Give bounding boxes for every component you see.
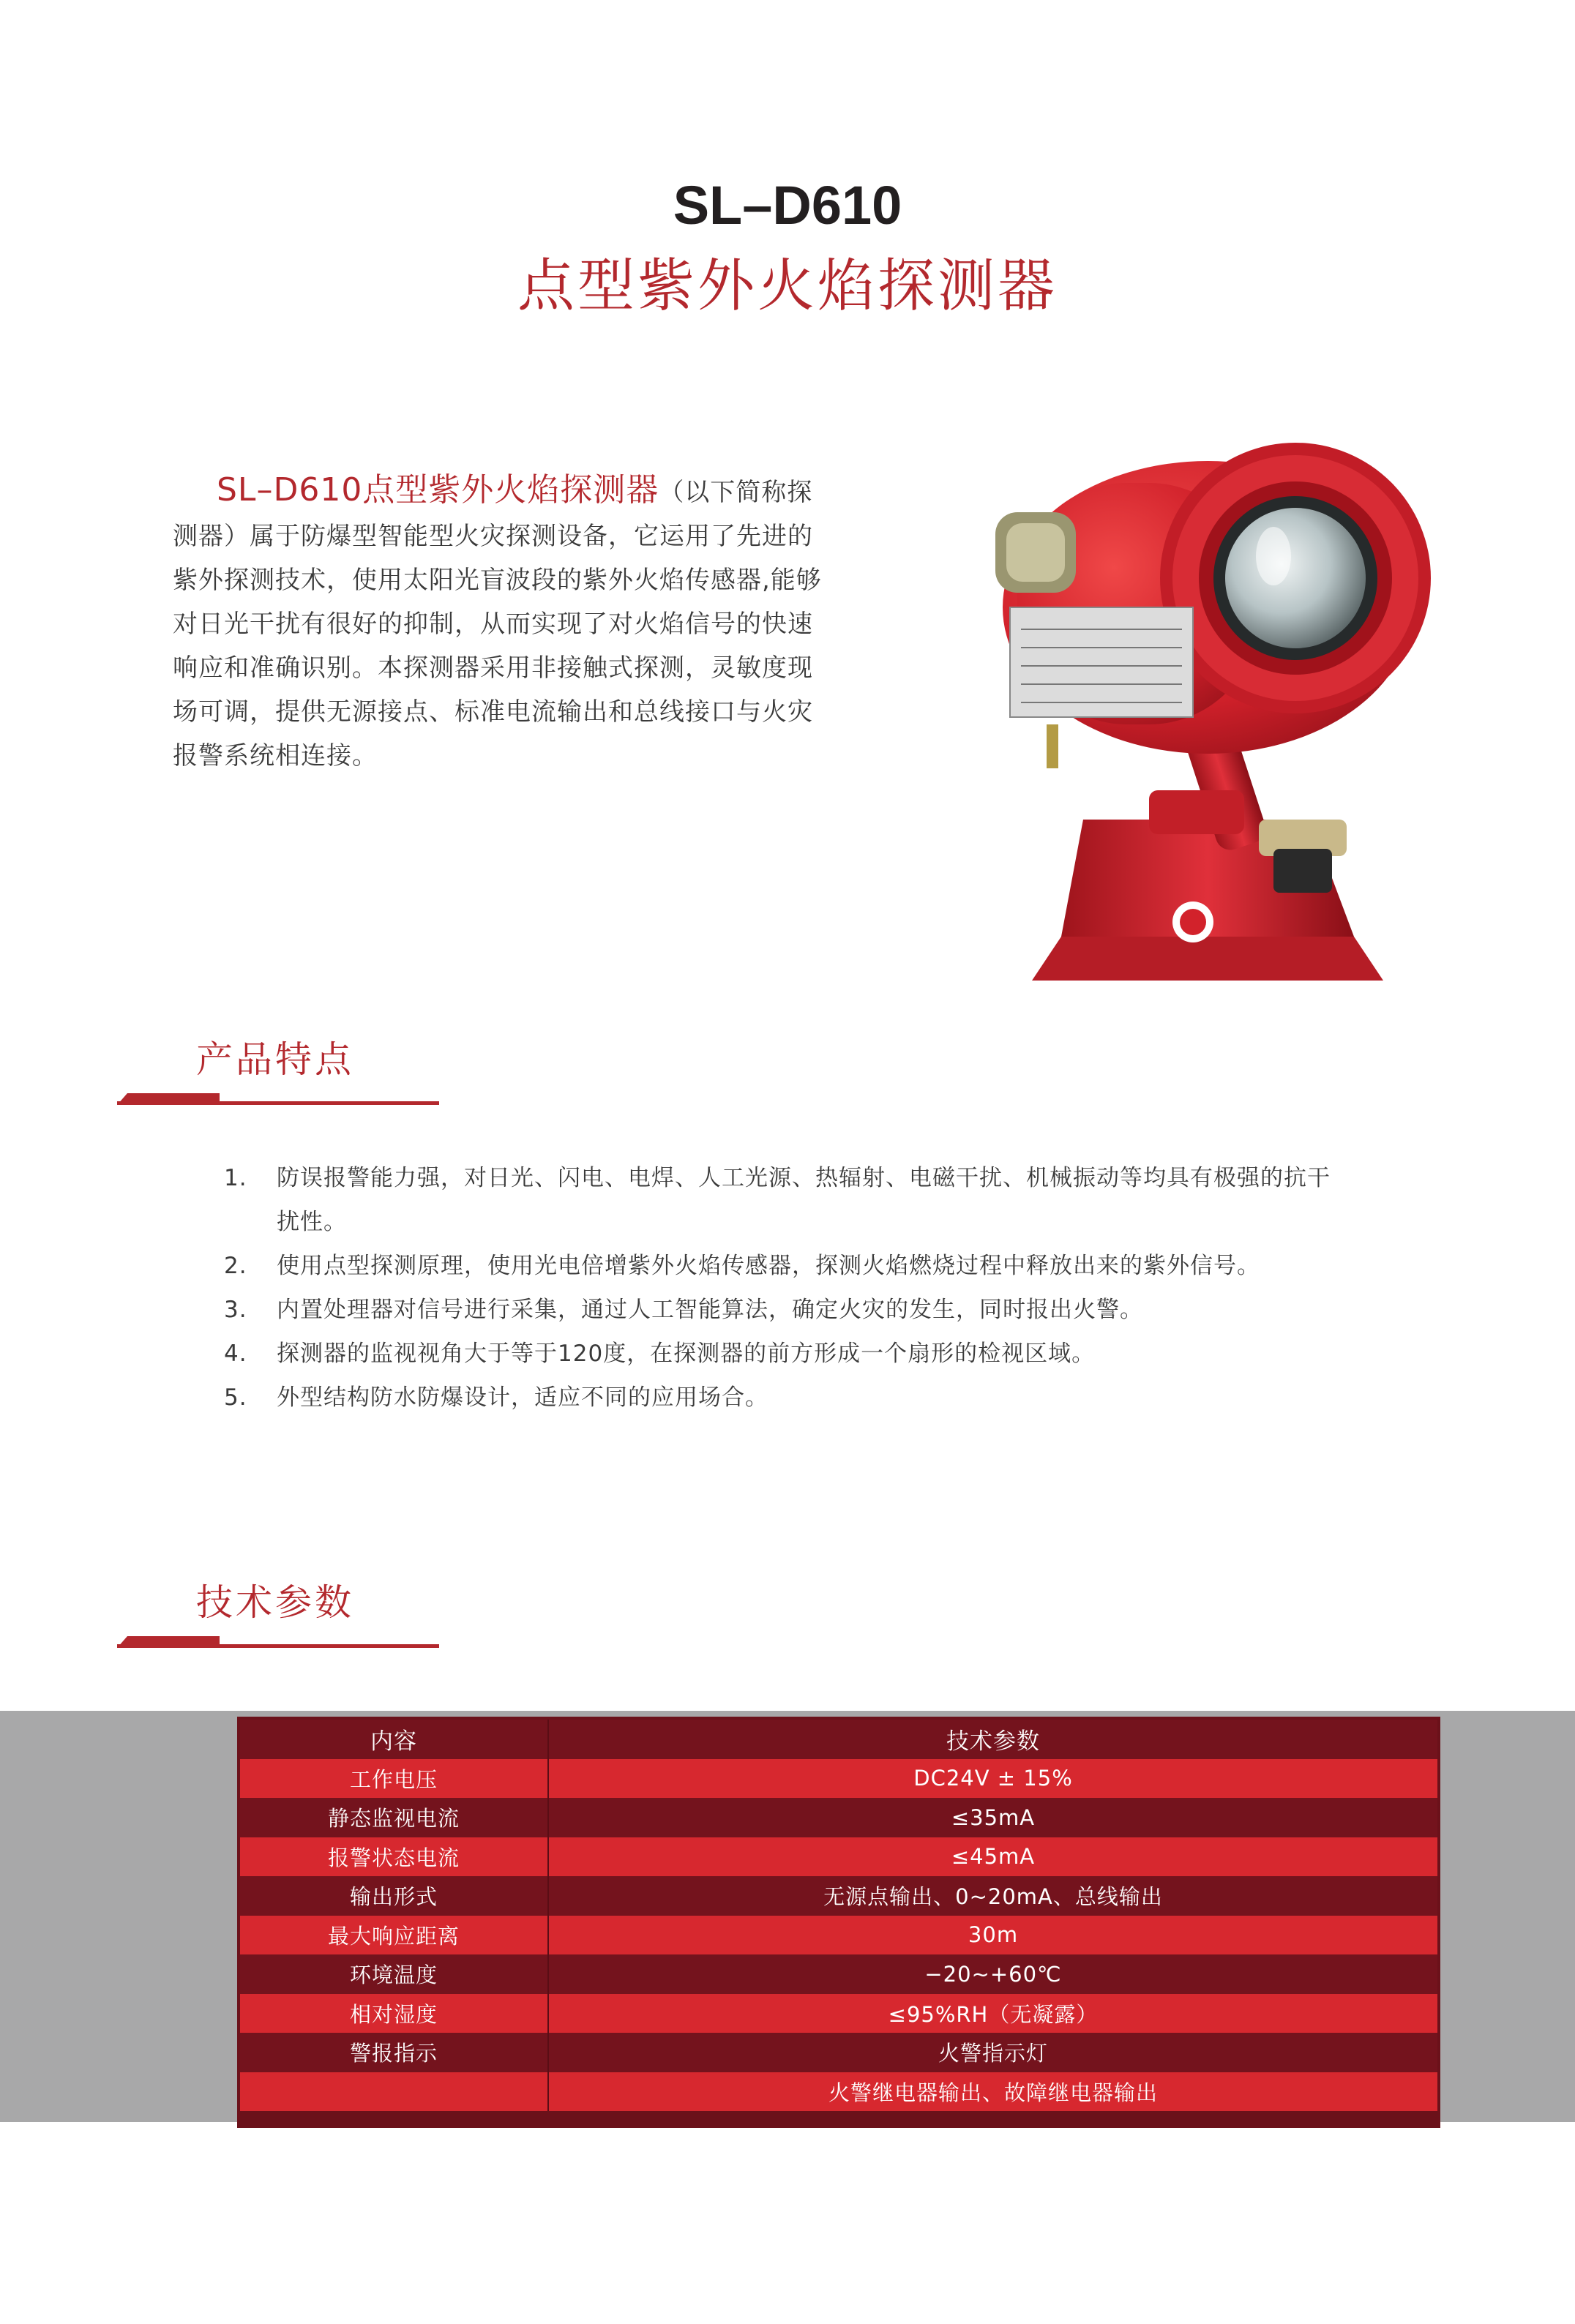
specs-table [237,1717,1440,2128]
table-row [240,1759,1437,1799]
specs-section-heading [117,1567,439,1648]
table-row [240,1954,1437,1994]
product-title: 点型紫外火焰探测器 [517,253,1058,319]
item-number: 1. [224,1165,247,1191]
model-title: SL–D610 [673,175,902,236]
table-row [240,2072,1437,2112]
list-item: 4. 探测器的监视视角大于等于120度，在探测器的前方形成一个扇形的检视区域。 [224,1332,1424,1376]
features-title: 产品特点 [196,1038,354,1081]
intro-line-1: SL–D610点型紫外火焰探测器（以下简称探 [217,471,813,509]
item-number: 5. [224,1384,247,1411]
table-row [240,1798,1437,1837]
item-number: 2. [224,1253,247,1279]
table-cell: DC24V ± 15% [549,1759,1437,1799]
item-number: 3. [224,1297,247,1323]
table-cell: 最大响应距离 [240,1916,549,1955]
column-header: 技术参数 [549,1720,1437,1759]
features-section-heading [117,1024,439,1105]
table-cell: 30m [549,1916,1437,1955]
table-cell: 工作电压 [240,1759,549,1799]
table-cell: 静态监视电流 [240,1798,549,1837]
table-row [240,1837,1437,1877]
flame-detector-image [973,410,1449,1024]
heading-accent-bar [117,1093,220,1105]
table-cell: 警报指示 [240,2033,549,2072]
list-item: 3. 内置处理器对信号进行采集，通过人工智能算法，确定火灾的发生，同时报出火警。 [224,1288,1424,1332]
table-header-row [240,1720,1437,1759]
table-cell: ≤95%RH（无凝露） [549,1994,1437,2034]
table-cell: 火警指示灯 [549,2033,1437,2072]
item-number: 4. [224,1341,247,1367]
table-row [240,1994,1437,2034]
intro-line-4: 对日光干扰有很好的抑制，从而实现了对火焰信号的快速 [173,610,813,639]
features-list [224,1156,1424,1420]
heading-accent-bar [117,1636,220,1648]
list-item: 2. 使用点型探测原理，使用光电倍增紫外火焰传感器，探测火焰燃烧过程中释放出来的紫外信号。 [224,1244,1424,1288]
table-cell: −20~+60℃ [549,1954,1437,1994]
intro-line-3: 紫外探测技术，使用太阳光盲波段的紫外火焰传感器,能够 [173,566,822,595]
table-row [240,1916,1437,1955]
table-cell: 环境温度 [240,1954,549,1994]
table-cell: ≤45mA [549,1837,1437,1877]
list-item: 5. 外型结构防水防爆设计，适应不同的应用场合。 [224,1376,1424,1420]
table-cell: 报警状态电流 [240,1837,549,1877]
intro-paragraph [173,468,831,778]
table-cell [240,2072,549,2112]
list-item: 1. 防误报警能力强，对日光、闪电、电焊、人工光源、热辐射、电磁干扰、机械振动等均具有极强的抗干 扰性。 [224,1156,1424,1244]
intro-line-2: 测器）属于防爆型智能型火灾探测设备，它运用了先进的 [173,522,813,551]
table-cell: ≤35mA [549,1798,1437,1837]
intro-line-7: 报警系统相连接。 [173,741,378,771]
table-cell: 火警继电器输出、故障继电器输出 [549,2072,1437,2112]
intro-line-6: 场可调，提供无源接点、标准电流输出和总线接口与火灾 [173,697,813,727]
table-cell: 相对湿度 [240,1994,549,2034]
intro-lead: SL–D610点型紫外火焰探测器 [217,471,659,509]
table-cell: 无源点输出、0~20mA、总线输出 [549,1876,1437,1916]
table-row [240,2033,1437,2072]
table-row [240,1876,1437,1916]
intro-line-5: 响应和准确识别。本探测器采用非接触式探测，灵敏度现 [173,653,813,683]
column-header: 内容 [240,1720,549,1759]
table-cell: 输出形式 [240,1876,549,1916]
specs-title: 技术参数 [196,1581,354,1624]
